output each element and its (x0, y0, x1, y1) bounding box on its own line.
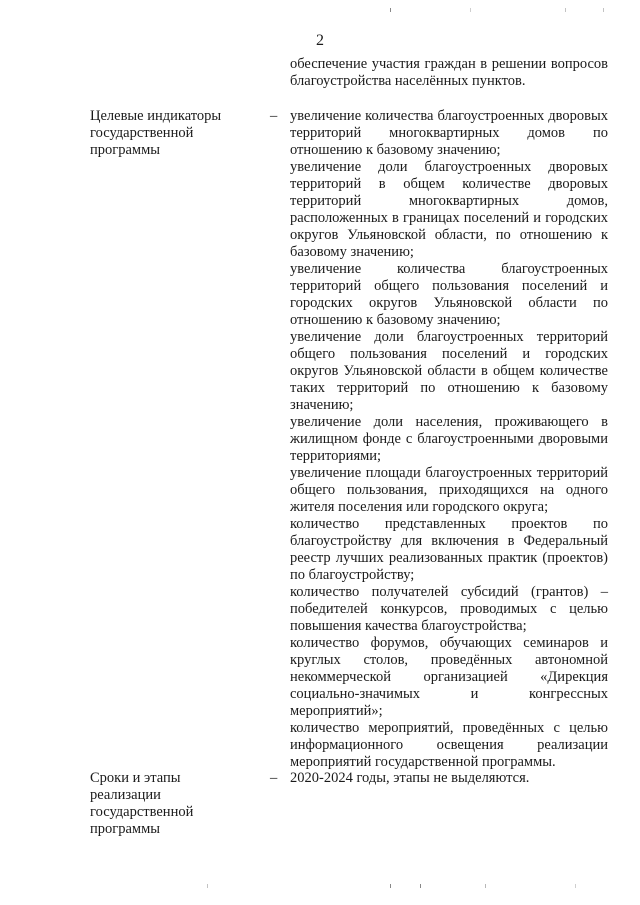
scan-speck (390, 8, 391, 12)
timeline-label: Сроки и этапы реализации государственной программы (90, 770, 194, 837)
indicator-item: увеличение количества благоустроенных дворовых территорий многоквартирных домов по отношению к базовому значению; (290, 108, 608, 158)
indicators-list (290, 108, 608, 771)
indicator-item: увеличение доли населения, проживающего в жилищном фонде с благоустроенными дворовыми территориями; (290, 414, 608, 464)
scan-speck (603, 8, 604, 12)
scan-speck (575, 884, 576, 888)
indicators-dash: – (270, 108, 278, 124)
indicator-item: увеличение площади благоустроенных территорий общего пользования, приходящихся на одного жителя поселения или городского округа; (290, 465, 608, 515)
indicator-item: количество форумов, обучающих семинаров и круглых столов, проведённых автономной некоммерческой организацией «Дирекция социально-значимых и конгрессных мероприятий»; (290, 635, 608, 719)
scan-artifacts-top (0, 8, 640, 14)
indicator-item: увеличение доли благоустроенных территорий общего пользования поселений и городских округов Ульяновской области в общем количестве таких территорий по отношению к базовому значению; (290, 329, 608, 413)
indicator-item: увеличение количества благоустроенных территорий общего пользования поселений и городских округов Ульяновской области по отношению к базовому значению; (290, 261, 608, 328)
scan-speck (565, 8, 566, 12)
indicator-item: увеличение доли благоустроенных дворовых территорий в общем количестве дворовых территорий многоквартирных домов, расположенных в границах поселений и городских округов Ульяновской области, по отношению к базовому значению; (290, 159, 608, 260)
indicators-label: Целевые индикаторы государственной программы (90, 108, 222, 158)
timeline-dash: – (270, 770, 278, 786)
top-continuation-text: обеспечение участия граждан в решении вопросов благоустройства населённых пунктов. (290, 56, 608, 89)
scan-speck (485, 884, 486, 888)
scan-artifacts-bottom (0, 884, 640, 890)
page-number: 2 (316, 32, 324, 49)
scan-speck (390, 884, 391, 888)
timeline-text: 2020-2024 годы, этапы не выделяются. (290, 770, 530, 786)
scan-speck (420, 884, 421, 888)
scan-speck (207, 884, 208, 888)
indicator-item: количество мероприятий, проведённых с целью информационного освещения реализации мероприятий государственной программы. (290, 720, 608, 770)
scan-speck (470, 8, 471, 12)
indicator-item: количество представленных проектов по благоустройству для включения в Федеральный реестр лучших реализованных практик (проектов) по благоустройству; (290, 516, 608, 583)
indicator-item: количество получателей субсидий (грантов) – победителей конкурсов, проводимых с целью повышения качества благоустройства; (290, 584, 608, 634)
